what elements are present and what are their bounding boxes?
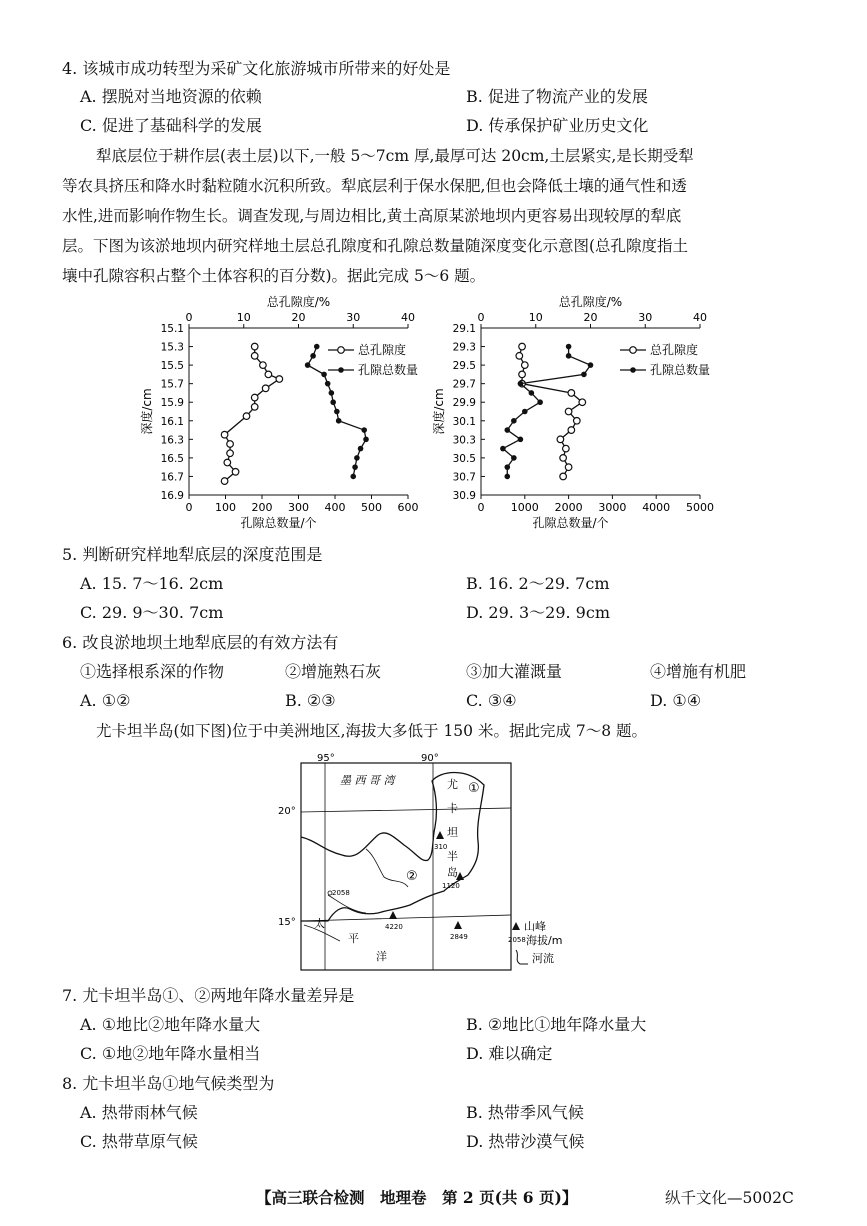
chart1-top-tick-label: 30 xyxy=(346,311,361,324)
chart2-bottom-tick-label: 1000 xyxy=(510,501,539,514)
chart2-porosity-point xyxy=(563,445,570,452)
q4-option-a[interactable]: A. 摆脱对当地资源的依赖 xyxy=(80,87,262,106)
chart1-pore-count-point xyxy=(363,437,369,443)
chart2-y-tick-label: 30.7 xyxy=(452,471,476,484)
chart1-y-tick-label: 16.7 xyxy=(160,471,184,484)
q8-option-d[interactable]: D. 热带沙漠气候 xyxy=(466,1132,585,1151)
chart2-top-axis-title: 总孔隙度/% xyxy=(558,295,623,309)
legend-peak-unit: 海拔/m xyxy=(526,934,563,947)
yucatan-map xyxy=(270,745,590,975)
legend-river-icon xyxy=(516,950,528,964)
passage1-line: 等农具挤压和降水时黏粒随水沉积所致。犁底层利于保水保肥,但也会降低土壤的通气性和透 xyxy=(62,177,687,195)
chart2-pore-count-point xyxy=(529,390,535,396)
chart1-top-tick-label: 40 xyxy=(401,311,415,324)
chart1-pore-count-point xyxy=(358,446,364,452)
chart2-porosity-point xyxy=(560,473,567,480)
chart2-bottom-axis-title: 孔隙总数量/个 xyxy=(532,516,609,530)
chart1-legend-marker-pore-count xyxy=(338,367,344,373)
chart2-pore-count-point xyxy=(511,455,517,461)
chart2-y-tick-label: 30.9 xyxy=(452,490,476,502)
q7-option-d[interactable]: D. 难以确定 xyxy=(466,1044,553,1063)
chart1-pore-count-point xyxy=(334,409,340,415)
chart2-pore-count-point xyxy=(566,353,572,359)
q7-option-c[interactable]: C. ①地②地年降水量相当 xyxy=(80,1044,261,1063)
chart1-porosity-point xyxy=(276,376,283,383)
q6-option-b[interactable]: B. ②③ xyxy=(285,691,336,710)
chart2-porosity-point xyxy=(522,362,529,369)
chart1-pore-count-point xyxy=(352,464,358,470)
chart2-top-tick-label: 20 xyxy=(583,311,598,324)
q7-stem: 7. 尤卡坦半岛①、②两地年降水量差异是 xyxy=(62,986,355,1005)
chart2-pore-count-point xyxy=(581,372,587,378)
chart1-pore-count-point xyxy=(305,362,311,368)
peak-elev-2058: 2058 xyxy=(332,889,350,897)
chart1-porosity-point xyxy=(251,404,258,411)
chart1-porosity-point xyxy=(221,478,228,485)
q6-option-a[interactable]: A. ①② xyxy=(80,691,131,710)
coastline xyxy=(301,773,484,922)
chart1-bottom-tick-label: 200 xyxy=(251,501,273,514)
chart1-y-tick-label: 15.3 xyxy=(160,341,184,354)
chart1-pore-count-point xyxy=(330,399,336,405)
ocean-char-1: 太 xyxy=(314,917,325,930)
chart2-pore-count-point xyxy=(511,418,517,424)
gulf-of-mexico-label: 墨 西 哥 湾 xyxy=(340,774,395,787)
chart1-porosity-point xyxy=(262,385,269,392)
chart2-porosity-point xyxy=(565,408,572,415)
q6-item-4: ④增施有机肥 xyxy=(650,662,747,681)
legend-river-label: 河流 xyxy=(532,952,554,965)
lon-label-95: 95° xyxy=(317,753,335,764)
peak-elev-310: 310 xyxy=(434,843,448,851)
chart1-y-tick-label: 16.9 xyxy=(160,490,184,502)
chart1-bottom-tick-label: 300 xyxy=(288,501,309,514)
q4-stem: 4. 该城市成功转型为采矿文化旅游城市所带来的好处是 xyxy=(62,59,451,78)
chart1-top-tick-label: 0 xyxy=(185,311,193,324)
passage1-line: 层。下图为该淤地坝内研究样地土层总孔隙度和孔隙总数量随深度变化示意图(总孔隙度指土 xyxy=(62,237,689,255)
chart1-porosity-point xyxy=(243,413,250,420)
q6-item-3: ③加大灌溉量 xyxy=(466,662,563,681)
chart1-pore-count-point xyxy=(350,474,356,480)
q6-item-2: ②增施熟石灰 xyxy=(285,662,382,681)
chart1-legend-marker-porosity xyxy=(338,347,345,354)
chart2-porosity-point xyxy=(579,399,586,406)
marker-1: ① xyxy=(468,781,480,796)
chart1-porosity-point xyxy=(224,459,231,466)
chart2-top-tick-label: 0 xyxy=(477,311,485,324)
chart1-bottom-tick-label: 500 xyxy=(361,501,382,514)
chart1-series-line-porosity xyxy=(225,347,280,482)
chart2-legend-label-porosity: 总孔隙度 xyxy=(650,343,699,357)
chart1-pore-count-point xyxy=(325,381,331,387)
chart2-y-tick-label: 29.5 xyxy=(452,360,476,373)
q8-option-b[interactable]: B. 热带季风气候 xyxy=(466,1103,584,1122)
chart1-legend-label-pore-count: 孔隙总数量 xyxy=(358,363,419,377)
chart1-porosity-point xyxy=(227,450,234,457)
chart2-porosity-point xyxy=(519,371,526,378)
river-usumacinta xyxy=(366,849,408,887)
peak-elev-4220: 4220 xyxy=(385,923,403,931)
chart2-porosity-point xyxy=(557,436,564,443)
legend-peak-label: 山峰 xyxy=(524,920,546,933)
chart2-legend-marker-porosity xyxy=(630,347,637,354)
chart2-bottom-tick-label: 3000 xyxy=(598,501,627,514)
chart1-legend-label-porosity: 总孔隙度 xyxy=(358,343,407,357)
chart1-pore-count-point xyxy=(354,455,360,461)
chart2-bottom-tick-label: 2000 xyxy=(554,501,583,514)
passage-yucatan: 尤卡坦半岛(如下图)位于中美洲地区,海拔大多低于 150 米。据此完成 7～8 题。 xyxy=(96,722,648,740)
porosity-charts xyxy=(0,0,867,560)
chart2-y-tick-label: 29.3 xyxy=(452,341,476,354)
chart2-y-tick-label: 29.7 xyxy=(452,378,476,391)
chart2-y-axis-title: 深度/cm xyxy=(432,388,446,435)
chart1-porosity-point xyxy=(251,394,258,401)
chart1-top-axis-title: 总孔隙度/% xyxy=(266,295,331,309)
chart2-top-tick-label: 10 xyxy=(528,311,543,324)
peak-marker xyxy=(436,831,444,839)
chart1-porosity-point xyxy=(265,371,272,378)
q4-option-b[interactable]: B. 促进了物流产业的发展 xyxy=(466,87,648,106)
peninsula-char-4: 半 xyxy=(447,850,458,863)
chart1-bottom-tick-label: 400 xyxy=(324,501,346,514)
chart2-pore-count-point xyxy=(588,362,594,368)
peninsula-char-5: 岛 xyxy=(447,866,458,879)
ocean-char-3: 洋 xyxy=(376,950,387,963)
chart2-pore-count-point xyxy=(537,399,543,405)
q6-stem: 6. 改良淤地坝土地犁底层的有效方法有 xyxy=(62,633,339,652)
chart1-porosity-point xyxy=(251,343,258,350)
chart1-porosity-point xyxy=(227,441,234,448)
chart2-y-tick-label: 30.5 xyxy=(452,452,476,465)
peak-elev-1120: 1120 xyxy=(442,882,460,890)
chart1-pore-count-point xyxy=(310,353,316,359)
chart2-y-tick-label: 29.9 xyxy=(452,397,476,410)
q5-option-b[interactable]: B. 16. 2～29. 7cm xyxy=(466,574,610,593)
chart1-pore-count-point xyxy=(321,372,327,378)
chart2-porosity-point xyxy=(565,464,572,471)
chart2-legend-label-pore-count: 孔隙总数量 xyxy=(650,363,711,377)
q8-option-c[interactable]: C. 热带草原气候 xyxy=(80,1132,198,1151)
peninsula-char-3: 坦 xyxy=(447,826,458,839)
footer-code: 纵千文化—5002C xyxy=(665,1189,794,1207)
chart1-y-tick-label: 16.5 xyxy=(160,452,184,465)
q4-option-c[interactable]: C. 促进了基础科学的发展 xyxy=(80,116,262,135)
chart1-bottom-tick-label: 100 xyxy=(215,501,236,514)
peak-elev-2849: 2849 xyxy=(450,933,468,941)
q6-option-d[interactable]: D. ①④ xyxy=(650,691,702,710)
peak-marker xyxy=(389,911,397,919)
q5-stem: 5. 判断研究样地犁底层的深度范围是 xyxy=(62,545,323,564)
chart1-bottom-axis-title: 孔隙总数量/个 xyxy=(240,516,317,530)
chart1-pore-count-point xyxy=(336,418,342,424)
chart2-pore-count-point xyxy=(500,446,506,452)
chart2-porosity-point xyxy=(568,390,575,397)
chart2-top-tick-label: 30 xyxy=(638,311,653,324)
chart1-pore-count-point xyxy=(361,427,367,433)
q5-option-d[interactable]: D. 29. 3～29. 9cm xyxy=(466,603,610,622)
peak-marker xyxy=(454,921,462,929)
q6-item-1: ①选择根系深的作物 xyxy=(80,662,225,681)
chart2-y-tick-label: 29.1 xyxy=(452,323,476,335)
footer-title: 【高三联合检测 地理卷 第 2 页(共 6 页)】 xyxy=(256,1188,578,1207)
chart2-pore-count-point xyxy=(518,381,524,387)
chart2-series-line-porosity xyxy=(519,347,582,477)
chart2-pore-count-point xyxy=(504,427,510,433)
chart2-y-tick-label: 30.3 xyxy=(452,434,476,447)
chart2-pore-count-point xyxy=(522,409,528,415)
chart2-pore-count-point xyxy=(504,474,510,480)
chart2-pore-count-point xyxy=(504,464,510,470)
q5-option-a[interactable]: A. 15. 7～16. 2cm xyxy=(80,574,224,593)
chart2-porosity-point xyxy=(516,353,523,360)
ocean-char-2: 平 xyxy=(348,932,359,945)
chart2-porosity-point xyxy=(568,427,575,434)
chart1-pore-count-point xyxy=(314,344,320,350)
chart1-bottom-tick-label: 0 xyxy=(185,501,193,514)
chart1-porosity-point xyxy=(251,353,258,360)
chart2-bottom-tick-label: 5000 xyxy=(686,501,714,514)
legend-peak-icon xyxy=(512,922,520,930)
chart1-y-tick-label: 15.1 xyxy=(160,323,184,335)
chart1-top-tick-label: 20 xyxy=(291,311,306,324)
chart2-porosity-point xyxy=(574,417,581,424)
q4-option-d[interactable]: D. 传承保护矿业历史文化 xyxy=(466,116,649,135)
q6-option-c[interactable]: C. ③④ xyxy=(466,691,517,710)
parallel-15 xyxy=(301,915,511,921)
peninsula-char-2: 卡 xyxy=(447,802,458,815)
chart1-y-tick-label: 15.5 xyxy=(160,360,184,373)
chart1-y-tick-label: 15.7 xyxy=(160,378,184,391)
chart1-porosity-point xyxy=(260,362,267,369)
lat-label-20: 20° xyxy=(278,806,296,817)
chart1-y-tick-label: 15.9 xyxy=(160,397,184,410)
chart2-pore-count-point xyxy=(566,344,572,350)
chart1-y-tick-label: 16.3 xyxy=(160,434,184,447)
chart2-porosity-point xyxy=(560,455,567,462)
passage1-line: 水性,进而影响作物生长。调查发现,与周边相比,黄土高原某淤地坝内更容易出现较厚的犁底 xyxy=(62,207,682,225)
chart2-porosity-point xyxy=(519,343,526,350)
passage1-line: 壤中孔隙容积占整个土体容积的百分数)。据此完成 5～6 题。 xyxy=(62,267,486,285)
chart1-y-axis-title: 深度/cm xyxy=(140,388,154,435)
lon-label-90: 90° xyxy=(421,753,439,764)
q7-option-b[interactable]: B. ②地比①地年降水量大 xyxy=(466,1015,647,1034)
chart2-y-tick-label: 30.1 xyxy=(452,415,476,428)
chart1-porosity-point xyxy=(221,431,228,438)
peninsula-char-1: 尤 xyxy=(447,778,458,791)
chart1-pore-count-point xyxy=(329,390,335,396)
q8-option-a[interactable]: A. 热带雨林气候 xyxy=(80,1103,198,1122)
chart1-top-tick-label: 10 xyxy=(236,311,251,324)
chart2-pore-count-point xyxy=(518,437,524,443)
marker-2: ② xyxy=(406,869,418,884)
chart1-y-tick-label: 16.1 xyxy=(160,415,184,428)
chart2-bottom-tick-label: 0 xyxy=(477,501,485,514)
legend-peak-sample: 2058 xyxy=(508,936,526,944)
chart1-bottom-tick-label: 600 xyxy=(397,501,419,514)
passage1-line: 犁底层位于耕作层(表土层)以下,一般 5～7cm 厚,最厚可达 20cm,土层紧实,是长期受犁 xyxy=(96,147,694,165)
lat-label-15: 15° xyxy=(278,917,296,928)
q7-option-a[interactable]: A. ①地比②地年降水量大 xyxy=(80,1015,261,1034)
chart1-porosity-point xyxy=(232,469,239,476)
chart2-top-tick-label: 40 xyxy=(693,311,707,324)
q5-option-c[interactable]: C. 29. 9～30. 7cm xyxy=(80,603,224,622)
chart2-bottom-tick-label: 4000 xyxy=(642,501,671,514)
river-west xyxy=(328,895,366,913)
chart2-legend-marker-pore-count xyxy=(630,367,636,373)
q8-stem: 8. 尤卡坦半岛①地气候类型为 xyxy=(62,1074,275,1093)
